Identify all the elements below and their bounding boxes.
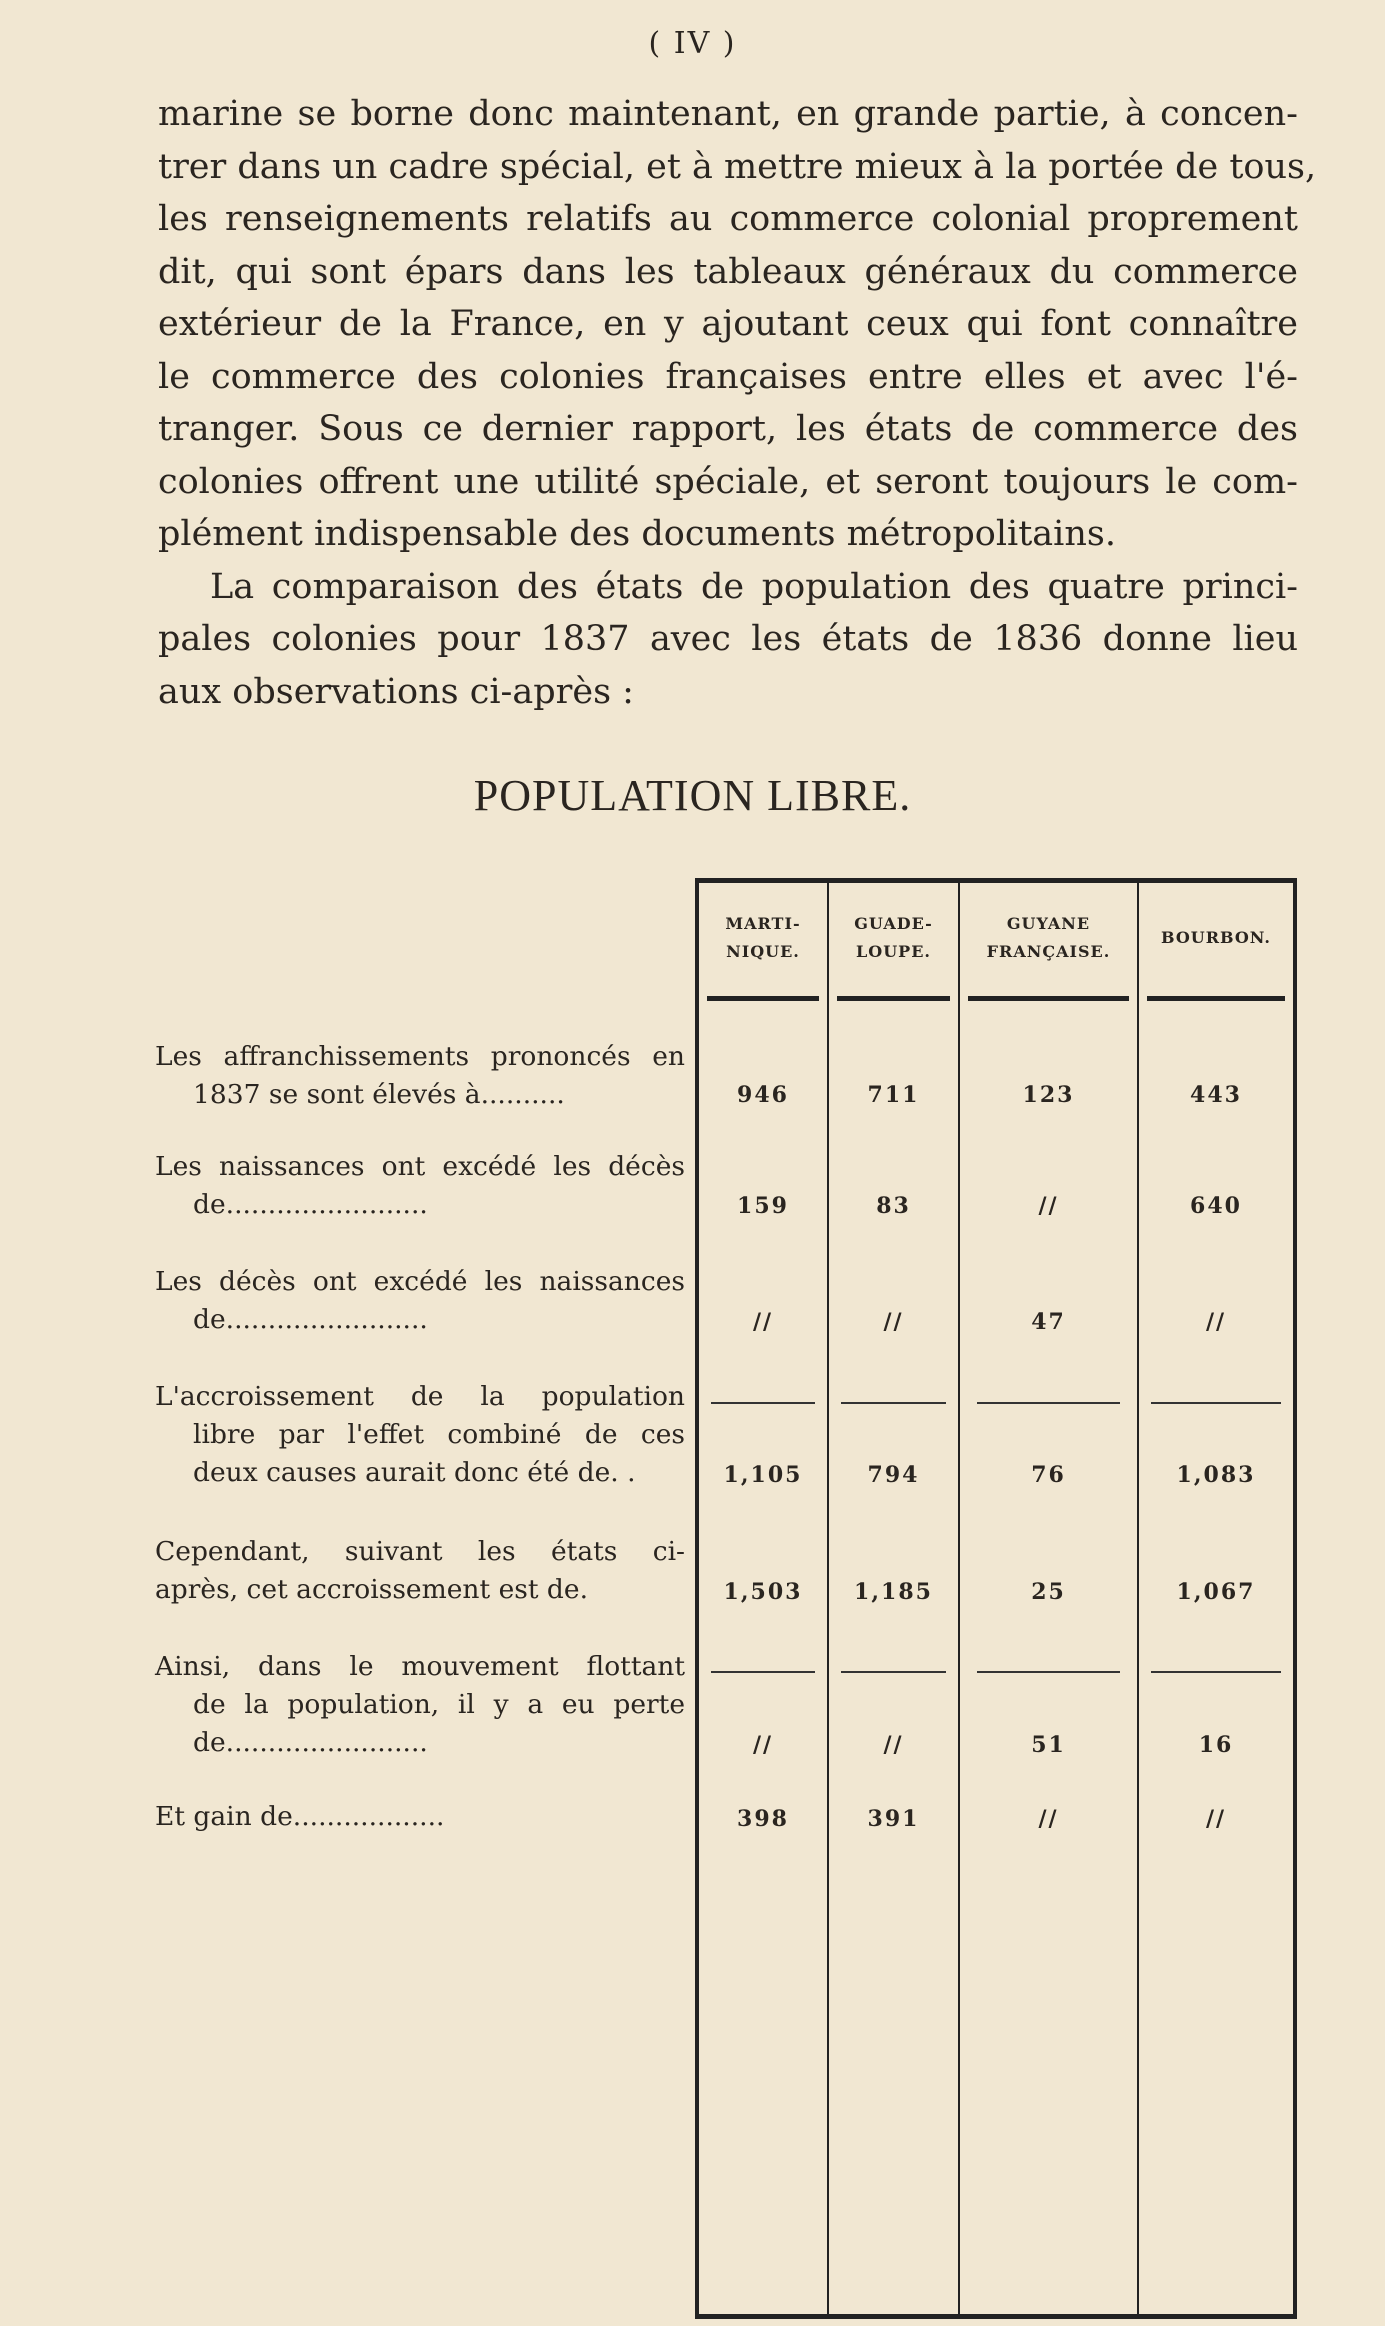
table-cell: 711 bbox=[867, 1082, 920, 1108]
header-rule bbox=[968, 996, 1129, 1001]
text-line: trer dans un cadre spécial, et à mettre mieux à la portée de tous, bbox=[158, 146, 1317, 187]
sum-rule bbox=[977, 1402, 1120, 1404]
table-frame-top bbox=[695, 878, 1297, 883]
column-header-martinique: MARTI- NIQUE. bbox=[725, 914, 801, 961]
column-header-guadeloupe: GUADE- LOUPE. bbox=[854, 914, 933, 961]
sum-rule bbox=[841, 1671, 946, 1673]
table-cell: 16 bbox=[1198, 1732, 1234, 1758]
table-cell: // bbox=[1038, 1806, 1059, 1832]
table-cell: 391 bbox=[867, 1806, 920, 1832]
table-cell: 794 bbox=[867, 1462, 920, 1488]
table-cell: // bbox=[1205, 1806, 1227, 1832]
text-line: pales colonies pour 1837 avec les états de 1836 donne lieu bbox=[158, 619, 1298, 659]
row-label: Les affranchissements prononcés en 1837 se sont élevés à.......... bbox=[155, 1041, 685, 1110]
text-line: tranger. Sous ce dernier rapport, les états de commerce des bbox=[158, 409, 1298, 449]
text-line: marine se borne donc maintenant, en grande partie, à concen- bbox=[158, 94, 1298, 134]
table-cell: 1,083 bbox=[1176, 1462, 1256, 1488]
row-label: Et gain de.................. bbox=[155, 1801, 445, 1832]
table-cell: // bbox=[883, 1732, 904, 1758]
table-cell: // bbox=[752, 1732, 774, 1758]
row-label: Les naissances ont excédé les décès de........................ bbox=[155, 1151, 685, 1220]
population-table bbox=[155, 878, 1297, 2326]
row-label: L'accroissement de la population libre par l'effet combiné de ces deux causes aurait donc été de. . bbox=[155, 1381, 685, 1488]
sum-rule bbox=[1151, 1671, 1281, 1673]
text-line: le commerce des colonies françaises entre elles et avec l'é- bbox=[158, 356, 1298, 397]
row-label: Cependant, suivant les états ci- après, cet accroissement est de. bbox=[155, 1536, 685, 1605]
table-cell: 1,067 bbox=[1176, 1579, 1256, 1605]
table-cell: // bbox=[1205, 1309, 1227, 1335]
section-title: POPULATION LIBRE. bbox=[473, 771, 912, 820]
text-line: plément indispensable des documents métropolitains. bbox=[158, 514, 1116, 554]
text-line: les renseignements relatifs au commerce colonial proprement bbox=[158, 199, 1298, 239]
table-cell: // bbox=[1038, 1193, 1059, 1219]
table-cell: 1,185 bbox=[854, 1579, 933, 1605]
sum-rule bbox=[711, 1402, 815, 1404]
table-cell: // bbox=[752, 1309, 774, 1335]
header-rule bbox=[707, 996, 819, 1001]
table-frame-right bbox=[1293, 878, 1297, 2319]
column-header-guyane: GUYANE FRANÇAISE. bbox=[986, 914, 1111, 961]
table-cell: 76 bbox=[1031, 1462, 1066, 1488]
sum-rule bbox=[841, 1402, 946, 1404]
header-rule bbox=[1147, 996, 1285, 1001]
table-cell: // bbox=[883, 1309, 904, 1335]
table-cell: 1,105 bbox=[723, 1462, 803, 1488]
page-number: ( IV ) bbox=[648, 26, 737, 61]
row-label: Ainsi, dans le mouvement flottant de la population, il y a eu perte de........................ bbox=[155, 1651, 685, 1758]
table-cell: 1,503 bbox=[723, 1579, 803, 1605]
column-header-bourbon: BOURBON. bbox=[1161, 928, 1271, 947]
header-rule bbox=[837, 996, 950, 1001]
body-text bbox=[158, 88, 1317, 718]
text-line: La comparaison des états de population des quatre princi- bbox=[210, 566, 1298, 607]
table-cell: 25 bbox=[1031, 1579, 1066, 1605]
table-cell: 47 bbox=[1031, 1309, 1066, 1335]
table-cell: 398 bbox=[737, 1806, 789, 1832]
text-line: dit, qui sont épars dans les tableaux généraux du commerce bbox=[158, 251, 1298, 292]
table-cell: 443 bbox=[1190, 1082, 1242, 1108]
sum-rule bbox=[977, 1671, 1120, 1673]
table-frame-bottom bbox=[695, 2314, 1297, 2319]
table-cell: 83 bbox=[876, 1193, 911, 1219]
text-line: colonies offrent une utilité spéciale, et seront toujours le com- bbox=[158, 461, 1298, 502]
table-cell: 51 bbox=[1031, 1732, 1066, 1758]
table-cell: 123 bbox=[1022, 1082, 1075, 1108]
sum-rule bbox=[711, 1671, 815, 1673]
table-cell: 640 bbox=[1190, 1193, 1242, 1219]
sum-rule bbox=[1151, 1402, 1281, 1404]
text-line: aux observations ci-après : bbox=[158, 671, 634, 712]
row-label: Les décès ont excédé les naissances de........................ bbox=[155, 1266, 685, 1335]
table-cell: 946 bbox=[737, 1082, 789, 1108]
text-line: extérieur de la France, en y ajoutant ceux qui font connaître bbox=[158, 304, 1298, 344]
table-cell: 159 bbox=[737, 1193, 789, 1219]
